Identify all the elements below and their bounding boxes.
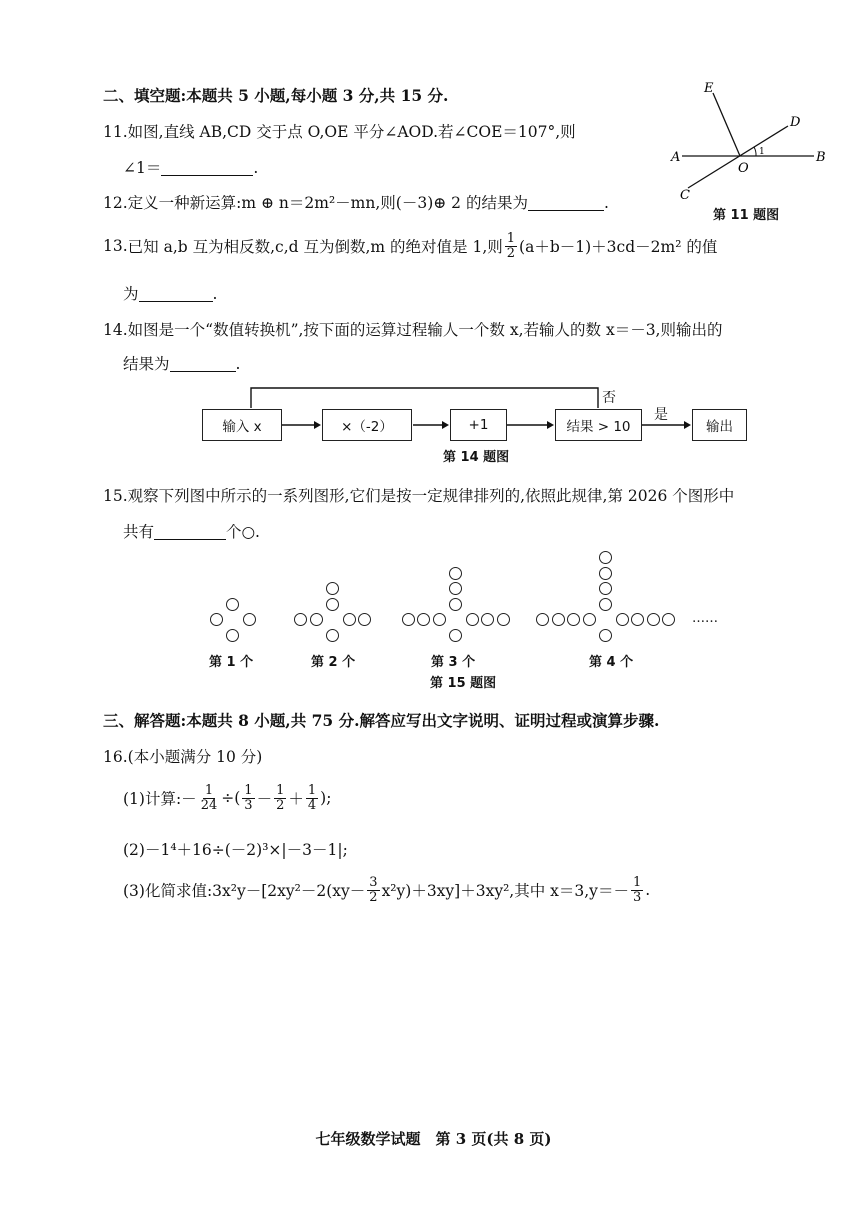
pattern-circle bbox=[616, 613, 629, 626]
pattern-circle bbox=[326, 598, 339, 611]
q14-text: 如图是一个“数值转换机”,按下面的运算过程输人一个数 x,若输人的数 x＝－3,则输出的 bbox=[127, 321, 723, 339]
q15-ellipsis: …… bbox=[692, 611, 718, 626]
q13-line2 bbox=[123, 282, 217, 304]
q11-figure-caption: 第 11 题图 bbox=[713, 208, 780, 223]
q16-part1 bbox=[123, 784, 331, 812]
pattern-circle bbox=[536, 613, 549, 626]
q16-p1-op3: ＋ bbox=[288, 790, 304, 809]
frac-num: 1 bbox=[276, 783, 285, 798]
q16-part3 bbox=[123, 876, 650, 904]
q16-p1-prefix: (1)计算:－ bbox=[123, 790, 197, 809]
q15-label-2: 第 2 个 bbox=[311, 655, 356, 670]
q16-title bbox=[103, 745, 262, 767]
flow-input-label: 输入 x bbox=[222, 419, 262, 435]
q16-number: 16. bbox=[103, 748, 128, 766]
label-e: E bbox=[704, 81, 714, 96]
q15-line1 bbox=[103, 484, 734, 506]
ray-oe bbox=[713, 93, 740, 156]
section-3-heading-prefix: 三、解答题: bbox=[103, 711, 187, 730]
flow-input-box bbox=[202, 409, 282, 441]
pattern-circle bbox=[599, 551, 612, 564]
pattern-circle bbox=[326, 582, 339, 595]
frac-den: 2 bbox=[276, 797, 285, 813]
pattern-circle bbox=[583, 613, 596, 626]
q16-p1-frac3 bbox=[274, 784, 286, 812]
q14-line1 bbox=[103, 318, 723, 340]
pattern-circle bbox=[449, 582, 462, 595]
q13-line1 bbox=[103, 232, 717, 260]
pattern-circle bbox=[226, 598, 239, 611]
pattern-circle bbox=[599, 582, 612, 595]
q15-label-4: 第 4 个 bbox=[589, 655, 634, 670]
pattern-circle bbox=[343, 613, 356, 626]
q15-line2 bbox=[123, 520, 260, 542]
q16-p1-frac4 bbox=[306, 784, 318, 812]
q16-p3-frac2 bbox=[631, 876, 643, 904]
frac-den: 3 bbox=[244, 797, 253, 813]
pattern-circle bbox=[449, 567, 462, 580]
q11-period: . bbox=[253, 159, 259, 177]
q12 bbox=[103, 191, 609, 213]
q15-figure-caption: 第 15 题图 bbox=[430, 676, 497, 691]
q13-period: . bbox=[212, 285, 218, 303]
label-a: A bbox=[671, 150, 681, 165]
q14-line2-prefix: 结果为 bbox=[123, 355, 170, 373]
q13-frac-num: 1 bbox=[506, 231, 516, 246]
frac-den: 3 bbox=[632, 889, 642, 905]
flow-no-label: 否 bbox=[602, 390, 616, 406]
frac-num: 1 bbox=[307, 783, 317, 798]
pattern-circle bbox=[567, 613, 580, 626]
frac-den: 2 bbox=[369, 889, 378, 905]
section-3-heading-rest: 本题共 8 小题,共 75 分.解答应写出文字说明、证明过程或演算步骤. bbox=[186, 711, 660, 730]
q12-text: 定义一种新运算:m ⊕ n＝2m²－mn,则(－3)⊕ 2 的结果为 bbox=[127, 194, 528, 212]
pattern-circle bbox=[552, 613, 565, 626]
q11-text: 如图,直线 AB,CD 交于点 O,OE 平分∠AOD.若∠COE＝107°,则 bbox=[127, 123, 576, 141]
pattern-circle bbox=[599, 598, 612, 611]
pattern-circle bbox=[497, 613, 510, 626]
q15-answer-blank[interactable] bbox=[154, 523, 226, 540]
q14-line2 bbox=[123, 352, 240, 374]
pattern-circle bbox=[243, 613, 256, 626]
q11-answer-blank[interactable] bbox=[161, 159, 253, 176]
frac-den: 24 bbox=[200, 797, 218, 813]
pattern-circle bbox=[466, 613, 479, 626]
q12-answer-blank[interactable] bbox=[528, 194, 604, 211]
flow-yes-label: 是 bbox=[654, 407, 668, 423]
pattern-circle bbox=[631, 613, 644, 626]
q15-number: 15. bbox=[103, 487, 128, 505]
arrow-2-head bbox=[442, 421, 449, 429]
pattern-circle bbox=[449, 598, 462, 611]
pattern-circle bbox=[326, 629, 339, 642]
frac-num: 1 bbox=[632, 875, 642, 890]
q15-line2-suffix: 个○. bbox=[226, 523, 260, 541]
q12-period: . bbox=[603, 194, 609, 212]
q13-frac-den: 2 bbox=[506, 245, 516, 261]
frac-den: 4 bbox=[307, 797, 317, 813]
pattern-circle bbox=[226, 629, 239, 642]
q13-answer-blank[interactable] bbox=[139, 285, 213, 302]
q16-p1-op2: － bbox=[256, 790, 273, 809]
q16-title-text: (本小题满分 10 分) bbox=[127, 748, 263, 766]
q16-p1-end: ); bbox=[320, 789, 332, 808]
pattern-circle bbox=[294, 613, 307, 626]
arrow-4-head bbox=[684, 421, 691, 429]
pattern-circle bbox=[481, 613, 494, 626]
q13-line2-prefix: 为 bbox=[123, 285, 139, 303]
label-c: C bbox=[680, 188, 690, 203]
q13-fraction bbox=[505, 232, 517, 260]
feedback-line bbox=[251, 388, 598, 408]
q11-angle-label: ∠1＝ bbox=[123, 159, 162, 177]
pattern-circle bbox=[449, 629, 462, 642]
q14-number: 14. bbox=[103, 321, 128, 339]
q15-label-3: 第 3 个 bbox=[431, 655, 476, 670]
q13-number: 13. bbox=[103, 237, 128, 256]
pattern-circle bbox=[402, 613, 415, 626]
q13-text-a: 已知 a,b 互为相反数,c,d 互为倒数,m 的绝对值是 1,则 bbox=[127, 238, 503, 257]
q16-p3-mid: x²y)＋3xy]＋3xy²,其中 x＝3,y＝－ bbox=[381, 882, 629, 901]
q14-period: . bbox=[235, 355, 241, 373]
frac-num: 3 bbox=[369, 875, 378, 890]
q15-text: 观察下列图中所示的一系列图形,它们是按一定规律排列的,依照此规律,第 2026 个图形中 bbox=[127, 487, 735, 505]
flow-plus-box bbox=[450, 409, 507, 441]
pattern-circle bbox=[210, 613, 223, 626]
q12-number: 12. bbox=[103, 194, 128, 212]
line-cd bbox=[688, 126, 788, 188]
flow-output-box bbox=[692, 409, 747, 441]
q16-p3-end: . bbox=[645, 881, 651, 900]
pattern-circle bbox=[433, 613, 446, 626]
arrow-3-head bbox=[547, 421, 554, 429]
label-o: O bbox=[738, 161, 749, 176]
pattern-circle bbox=[599, 629, 612, 642]
q11-figure bbox=[668, 78, 838, 208]
q16-p1-frac1 bbox=[199, 784, 220, 812]
q14-figure-caption: 第 14 题图 bbox=[443, 450, 510, 465]
flow-plus-label: +1 bbox=[468, 417, 489, 433]
label-d: D bbox=[790, 115, 801, 130]
q16-part2: (2)－1⁴＋16÷(－2)³×|－3－1|; bbox=[123, 841, 348, 859]
q16-p3-prefix: (3)化简求值:3x²y－[2xy²－2(xy－ bbox=[123, 882, 366, 901]
section-2-heading-rest: 本题共 5 小题,每小题 3 分,共 15 分. bbox=[186, 86, 449, 105]
angle-1-arc bbox=[754, 147, 756, 156]
pattern-circle bbox=[662, 613, 675, 626]
q11-line2 bbox=[123, 156, 258, 178]
pattern-circle bbox=[599, 567, 612, 580]
pattern-circle bbox=[310, 613, 323, 626]
label-b: B bbox=[816, 150, 826, 165]
flow-output-label: 输出 bbox=[706, 419, 733, 435]
pattern-circle bbox=[358, 613, 371, 626]
page-footer: 七年级数学试题 第 3 页(共 8 页) bbox=[315, 1130, 552, 1148]
flow-multiply-label: ×（-2） bbox=[341, 419, 393, 435]
pattern-circle bbox=[647, 613, 660, 626]
q15-label-1: 第 1 个 bbox=[209, 655, 254, 670]
flow-multiply-box bbox=[322, 409, 412, 441]
q14-answer-blank[interactable] bbox=[170, 355, 236, 372]
pattern-circle bbox=[417, 613, 430, 626]
section-3-heading bbox=[103, 709, 659, 731]
q13-text-b: (a＋b－1)＋3cd－2m² 的值 bbox=[519, 238, 718, 257]
arrow-1-head bbox=[314, 421, 321, 429]
label-angle-1: 1 bbox=[759, 147, 765, 157]
frac-num: 1 bbox=[204, 783, 214, 798]
section-2-heading-prefix: 二、填空题: bbox=[103, 86, 187, 105]
q11-number: 11. bbox=[103, 123, 128, 141]
q16-p3-frac1 bbox=[367, 876, 379, 904]
q16-p1-frac2 bbox=[242, 784, 254, 812]
flow-condition-label: 结果 > 10 bbox=[566, 419, 631, 435]
frac-num: 1 bbox=[244, 783, 253, 798]
q16-p1-op1: ÷( bbox=[221, 789, 241, 808]
q15-line2-prefix: 共有 bbox=[123, 523, 155, 541]
q11-line1 bbox=[103, 120, 576, 142]
flow-condition-box bbox=[555, 409, 642, 441]
section-2-heading bbox=[103, 84, 448, 106]
